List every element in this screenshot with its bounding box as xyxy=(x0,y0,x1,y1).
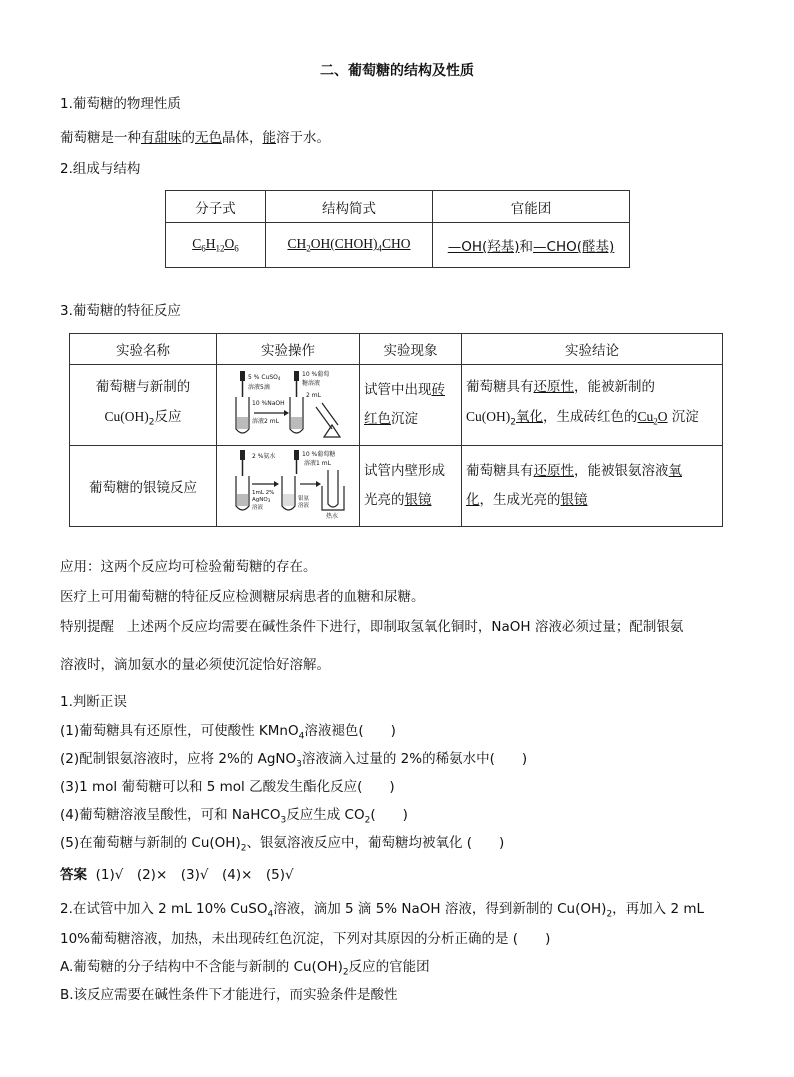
exercise-2-option-b: B.该反应需要在碱性条件下才能进行，而实验条件是酸性 xyxy=(60,987,398,1003)
answer-label: 答案 xyxy=(60,867,87,883)
header-phenomenon: 实验现象 xyxy=(360,334,462,365)
silver-ammonia-solution xyxy=(283,494,294,506)
special-tip-line-2: 溶液时，滴加氨水的量必须使沉淀恰好溶解。 xyxy=(60,657,330,673)
composition-table xyxy=(165,190,630,268)
label-5-cuso4: 5 % CuSO4 xyxy=(248,374,281,381)
header-experiment-operation: 实验操作 xyxy=(217,334,360,365)
functional-groups: —OH(羟基)和—CHO(醛基) xyxy=(433,223,630,268)
dropper-bulb xyxy=(240,371,245,381)
solution-2 xyxy=(291,417,302,429)
exercise-1-title: 1.判断正误 xyxy=(60,694,127,710)
agno3-solution xyxy=(237,494,248,506)
label-glucose: 10 %葡萄 xyxy=(302,371,330,378)
test-tube-3 xyxy=(328,470,338,507)
exercise-2-option-a: A.葡萄糖的分子结构中不含能与新制的 $Cu(OH)_2$反应的官能团 xyxy=(60,959,430,978)
label-silver-ammonia: 银氨 xyxy=(298,496,310,502)
exercise-1-item-3: (3)1 mol 葡萄糖可以和 5 mol 乙酸发生酯化反应( ) xyxy=(60,779,395,795)
apparatus-silver-figure xyxy=(217,446,360,527)
structural-formula: $CH_2OH(CHOH)_4CHO$ xyxy=(266,223,433,268)
dropper-bulb xyxy=(240,450,245,460)
experiment-name-silver-mirror: 葡萄糖的银镜反应 xyxy=(70,446,217,527)
label-2ml: 2 mL xyxy=(306,392,321,399)
label-silver-ammonia-solution: 溶液 xyxy=(298,503,310,509)
molecular-formula: $C_6H_{12}O_6$ xyxy=(166,223,266,268)
label-ammonia: 2 %氨水 xyxy=(252,453,276,460)
conclusion-copper: 葡萄糖具有还原性，能被新制的 $Cu(OH)_2$氧化，生成砖红色的$Cu_2O$ 沉淀 xyxy=(462,365,723,446)
label-agno3-solution: 溶液 xyxy=(252,505,264,511)
header-conclusion: 实验结论 xyxy=(462,334,723,365)
water-bath-beaker xyxy=(322,486,344,510)
solution-1 xyxy=(237,417,248,429)
arrow-head xyxy=(284,410,289,416)
phenomenon-copper: 试管中出现砖 红色沉淀 xyxy=(360,365,462,446)
conclusion-silver-mirror: 葡萄糖具有还原性，能被银氨溶液氧 化，生成光亮的银镜 xyxy=(462,446,723,527)
heading-composition: 2.组成与结构 xyxy=(60,161,141,177)
header-formula: 分子式 xyxy=(166,191,266,223)
phenomenon-silver-mirror: 试管内壁形成 光亮的银镜 xyxy=(360,446,462,527)
header-structure: 结构简式 xyxy=(266,191,433,223)
dropper-bulb-2 xyxy=(294,371,299,381)
application-text-2: 医疗上可用葡萄糖的特征反应检测糖尿病患者的血糖和尿糖。 xyxy=(60,589,425,605)
copper-reaction-apparatus xyxy=(228,367,348,439)
label-glucose-volume: 溶液1 mL xyxy=(304,460,331,467)
header-functional-group: 官能团 xyxy=(433,191,630,223)
heading-physical-properties: 1.葡萄糖的物理性质 xyxy=(60,96,181,112)
burner xyxy=(324,425,340,437)
label-hot-water: 热水 xyxy=(326,513,339,520)
exercise-2-line-2: 10%葡萄糖溶液，加热，未出现砖红色沉淀，下列对其原因的分析正确的是 ( ) xyxy=(60,931,551,947)
heading-characteristic-reactions: 3.葡萄糖的特征反应 xyxy=(60,303,181,319)
dropper-bulb-2 xyxy=(294,450,299,460)
label-naoh: 10 %NaOH xyxy=(252,400,285,407)
label-5-drops: 溶液5滴 xyxy=(248,384,270,391)
exercise-1-item-2: (2)配制银氨溶液时，应将 2%的 AgNO$_3$溶液滴入过量的 2%的稀氨水中( ) xyxy=(60,751,528,770)
application-text-1: 应用：这两个反应均可检验葡萄糖的存在。 xyxy=(60,559,317,575)
exercise-1-item-1: (1)葡萄糖具有还原性，可使酸性 KMnO$_4$溶液褪色( ) xyxy=(60,723,396,742)
label-naoh-volume: 溶液2 mL xyxy=(252,418,279,425)
exercise-1-item-5: (5)在葡萄糖与新制的 $Cu(OH)_2$、银氨溶液反应中，葡萄糖均被氧化 ( ) xyxy=(60,835,505,854)
label-glucose: 10 %葡萄糖 xyxy=(302,451,336,458)
special-tip-label: 特别提醒 xyxy=(60,619,114,635)
section-title: 二、葡萄糖的结构及性质 xyxy=(320,63,474,79)
exercise-1-item-4: (4)葡萄糖溶液呈酸性，可和 NaHCO$_3$反应生成 $CO_2$( ) xyxy=(60,807,408,826)
experiment-name-copper: 葡萄糖与新制的 $Cu(OH)_2$反应 xyxy=(70,365,217,446)
special-tip-line-1: 特别提醒 上述两个反应均需要在碱性条件下进行，即制取氢氧化铜时，NaOH 溶液必须过量；配制银氨 xyxy=(60,619,684,635)
header-experiment-name: 实验名称 xyxy=(70,334,217,365)
arrow-head-1 xyxy=(274,481,279,487)
heated-tube-edge xyxy=(322,403,338,425)
label-glucose-solution: 糖溶液 xyxy=(302,380,321,387)
exercise-2-line-1: 2.在试管中加入 2 mL 10% CuSO$_4$溶液，滴加 5 滴 5% NaOH 溶液，得到新制的 $Cu(OH)_2$，再加入 2 mL xyxy=(60,901,705,920)
silver-mirror-apparatus xyxy=(228,448,348,520)
reactions-table xyxy=(69,333,723,527)
apparatus-copper-figure xyxy=(217,365,360,446)
heated-tube xyxy=(316,407,332,429)
arrow-head-2 xyxy=(316,481,321,487)
physical-properties-text: 葡萄糖是一种有甜味的无色晶体，能溶于水。 xyxy=(60,130,330,146)
label-agno3: AgNO3 xyxy=(252,497,271,503)
label-agno3-volume: 1mL 2% xyxy=(252,490,275,496)
exercise-1-answer: 答案 (1)√ (2)× (3)√ (4)× (5)√ xyxy=(60,867,294,883)
